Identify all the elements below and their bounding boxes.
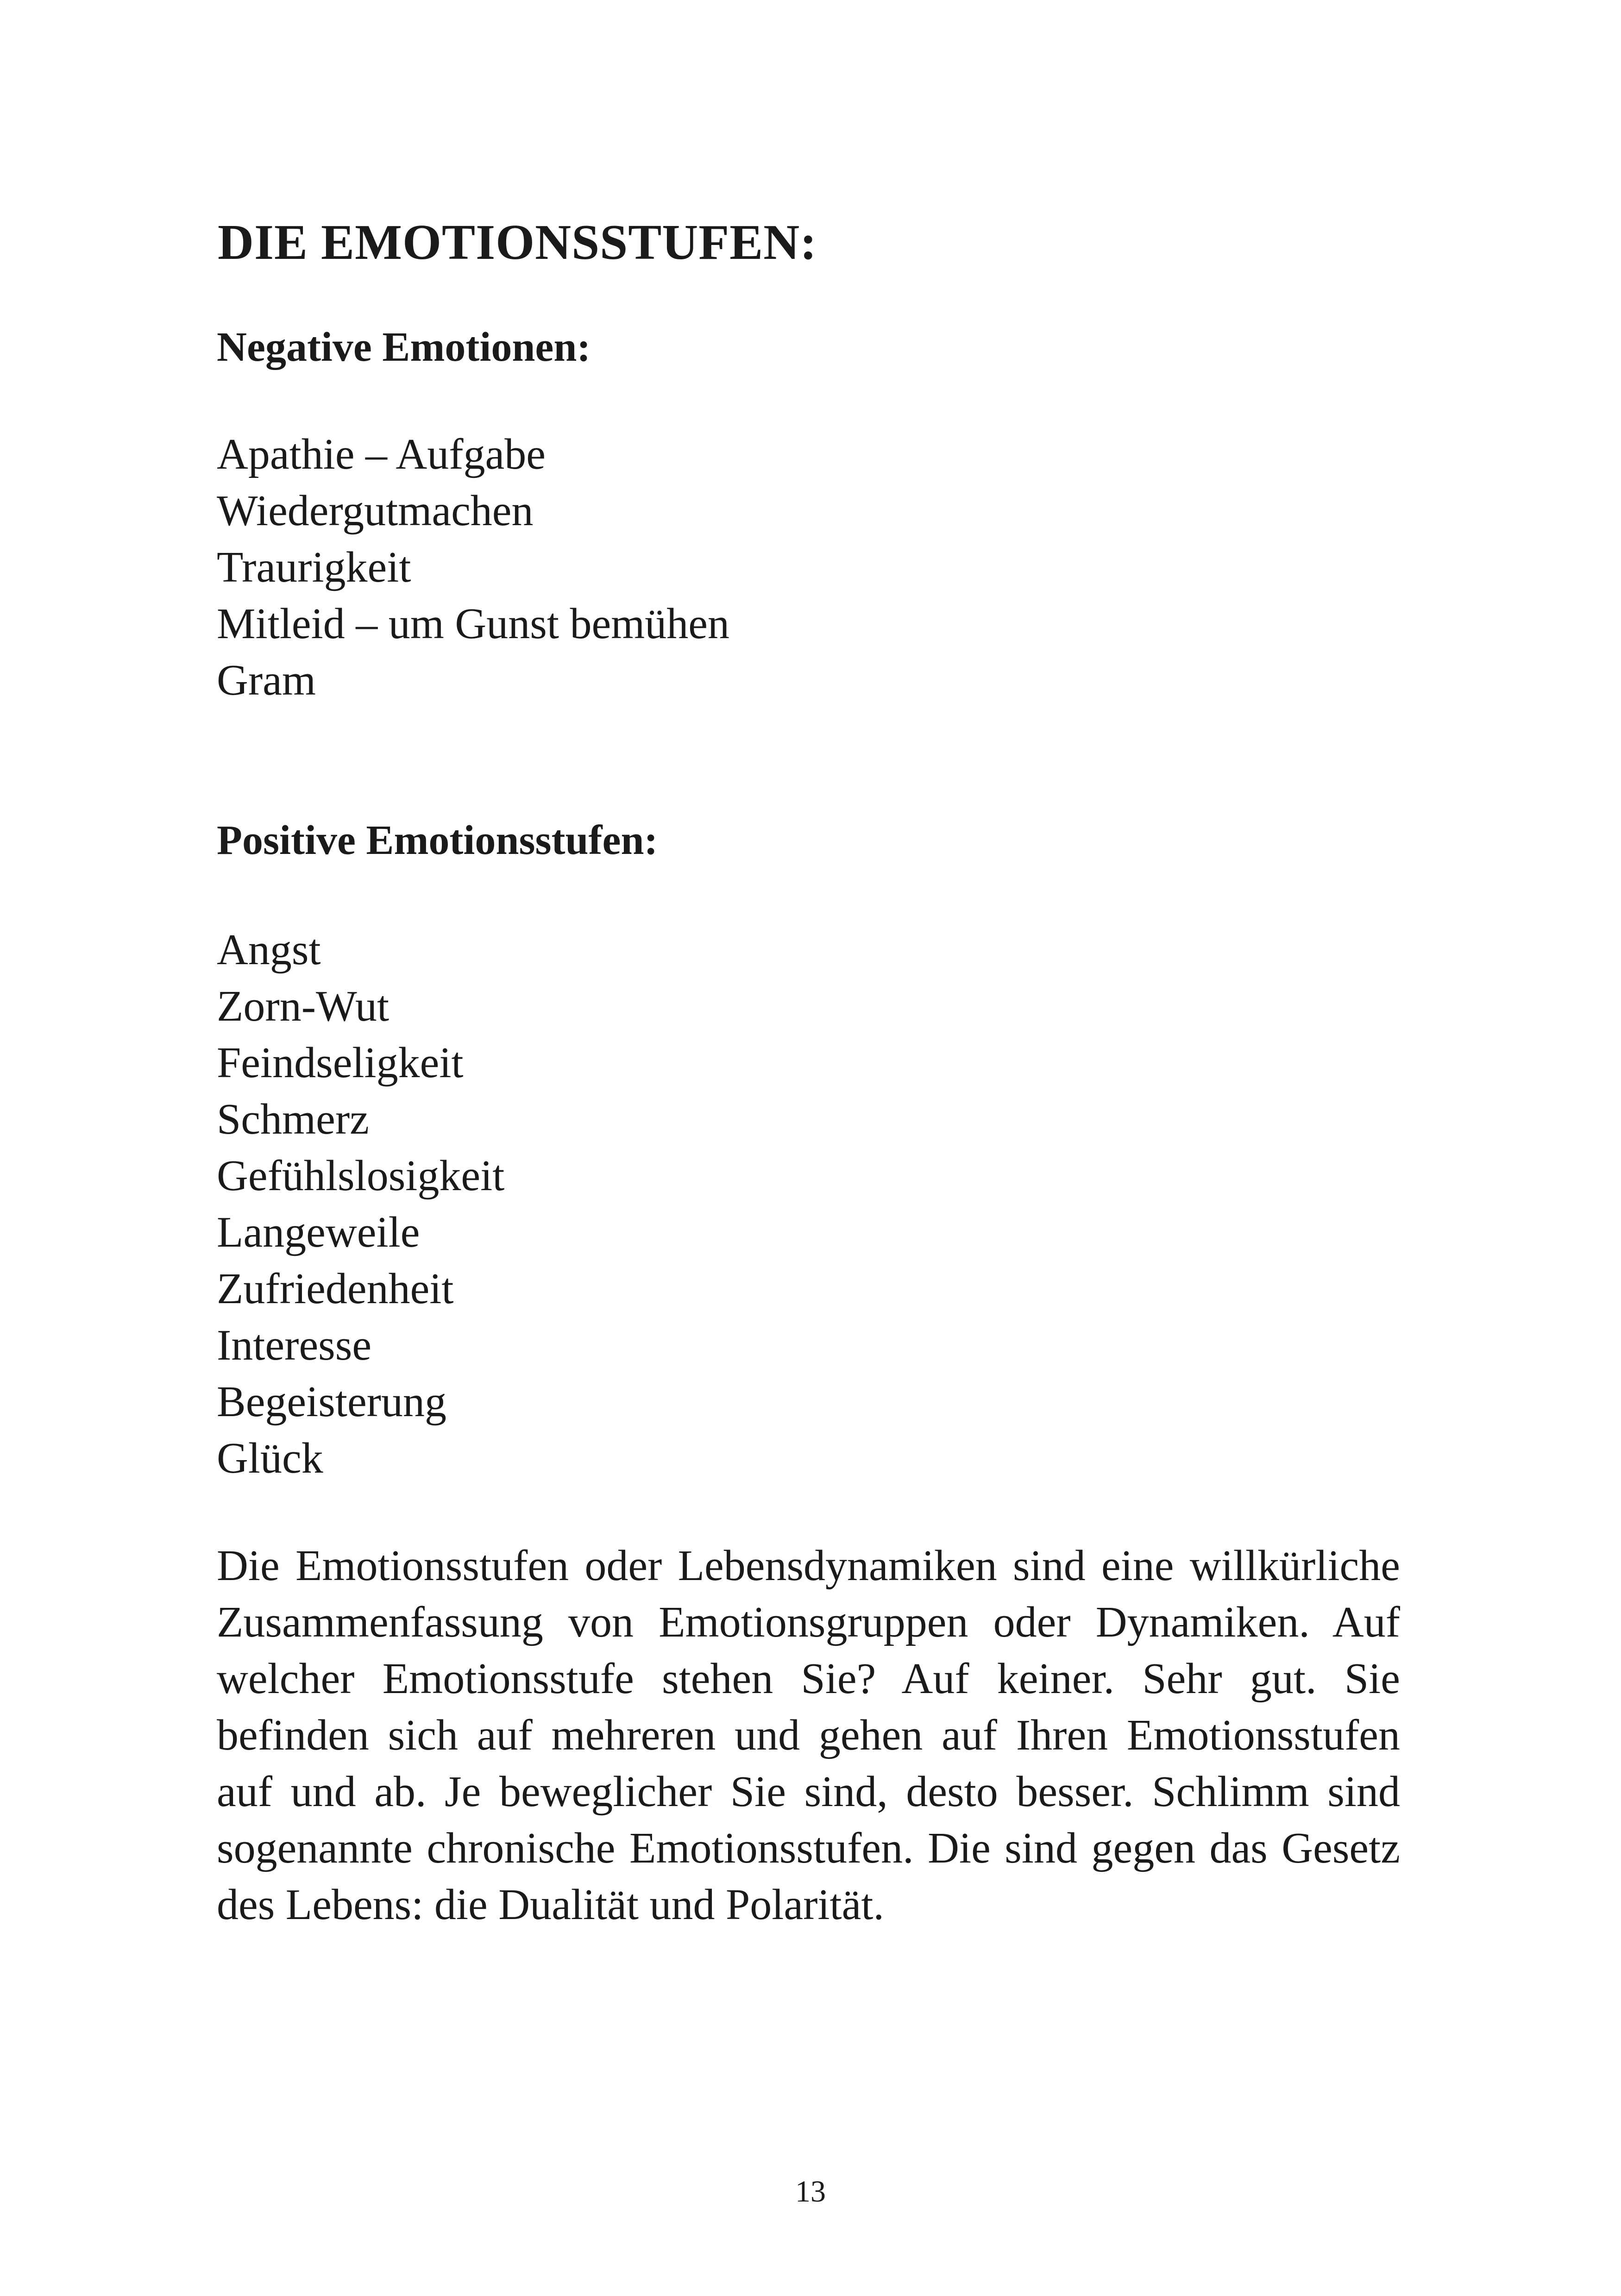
body-paragraph: Die Emotionsstufen oder Lebensdynamiken sind eine willkürliche Zusammenfassung von Emotionsgruppen oder Dynamiken. Auf welcher Emotionsstufe stehen Sie? Auf keiner. Sehr gut. Sie befinden sich auf mehreren und gehen auf Ihren Emotionsstufen auf und ab. Je beweglicher Sie sind, desto besser. Schlimm sind sogenannte chronische Emotionsstufen. Die sind gegen das Gesetz des Lebens: die Dualität und Polarität. (217, 1542, 1400, 1929)
list-item: Wiedergutmachen (217, 487, 534, 535)
list-item: Apathie – Aufgabe (217, 430, 546, 478)
list-item: Langeweile (217, 1208, 420, 1256)
list-item: Zufriedenheit (217, 1265, 454, 1313)
list-item: Traurigkeit (217, 543, 411, 591)
list-item: Schmerz (217, 1095, 369, 1143)
page-title: DIE EMOTIONSSTUFEN: (218, 215, 817, 270)
list-item: Zorn-Wut (217, 982, 390, 1030)
page-number: 13 (795, 2175, 826, 2208)
negative-emotions-heading: Negative Emotionen: (217, 324, 591, 370)
list-item: Glück (217, 1434, 323, 1482)
list-item: Mitleid – um Gunst bemühen (217, 600, 730, 648)
positive-emotions-list (217, 922, 504, 1487)
list-item: Angst (217, 926, 321, 974)
positive-emotions-heading: Positive Emotionsstufen: (217, 817, 658, 863)
list-item: Feindseligkeit (217, 1039, 464, 1087)
negative-emotions-list (217, 426, 729, 709)
list-item: Gram (217, 656, 316, 704)
list-item: Begeisterung (217, 1378, 446, 1426)
list-item: Gefühlslosigkeit (217, 1152, 505, 1200)
list-item: Interesse (217, 1321, 372, 1369)
